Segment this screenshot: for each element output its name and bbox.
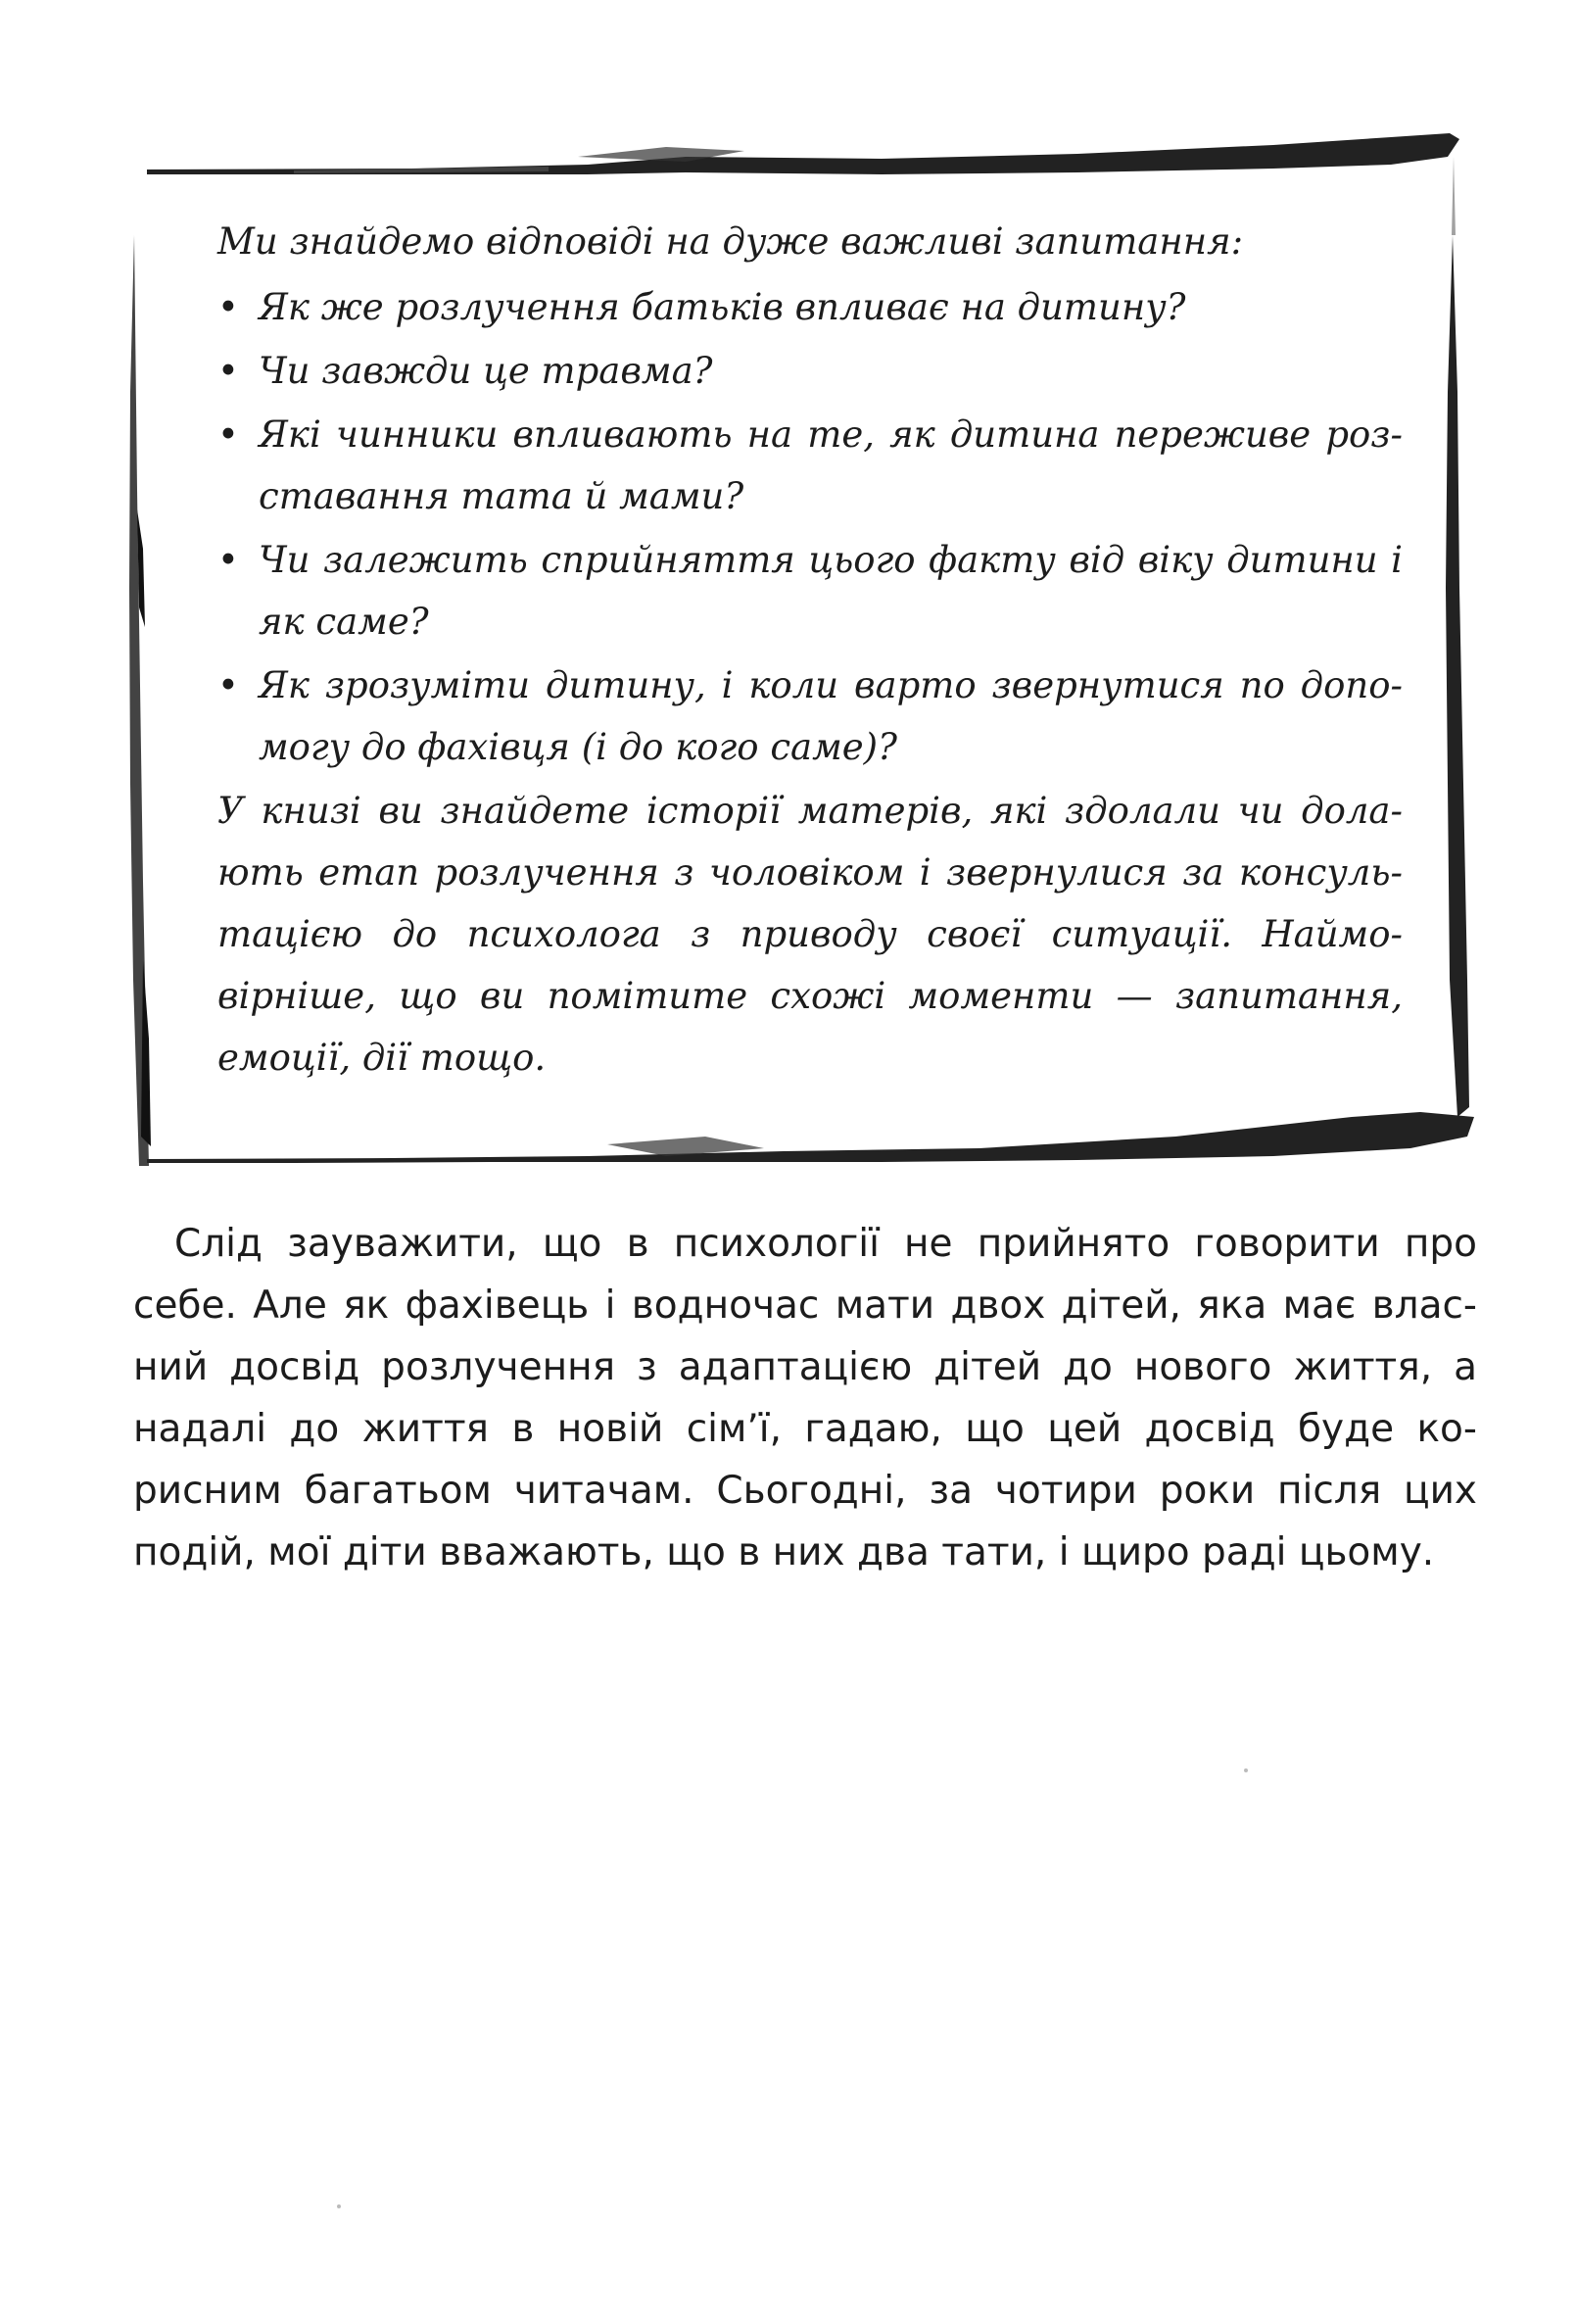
bullet-icon: • [217,413,239,456]
bullet-icon: • [217,350,239,392]
questions-box [217,211,1403,1089]
bullet-icon: • [217,664,239,706]
body-paragraph: Слід зауважити, що в психології не прийнято говорити про себе. Але як фахівець і водночас мати двох дітей, яка має власний досвід розлучення з адаптацією дітей до нового життя, а надалі до життя в новій сім’ї, гадаю, що цей досвід буде корисним багатьом читачам. Сьогодні, за чотири роки після цих подій, мої діти вважають, що в них два тати, і щиро раді цьому. [133,1222,1477,1574]
frame-top-stroke [147,133,1459,174]
question-item: • Які чинники впливають на те, як дитина переживе розставання тата й мами? [217,404,1403,527]
question-item: • Чи завжди це травма? [217,340,1403,402]
speck-mark [1244,1768,1248,1772]
speck-mark [337,2204,341,2208]
box-intro: Ми знайдемо відповіді на дуже важливі запитання: [217,220,1244,263]
question-item: • Як зрозуміти дитину, і коли варто звернутися по допомогу до фахівця (і до кого саме)? [217,654,1403,778]
bullet-icon: • [217,286,239,328]
question-item: • Як же розлучення батьків впливає на дитину? [217,276,1403,338]
questions-list [217,276,1403,778]
question-item: • Чи залежить сприйняття цього факту від віку дитини і як саме? [217,529,1403,653]
frame-bottom-stroke [147,1112,1474,1163]
bullet-icon: • [217,539,239,581]
frame-right-stroke [1446,235,1469,1117]
box-closing-paragraph: У книзі ви знайдете історії матерів, які здолали чи долають етап розлучення з чоловіком і звернулися за консультацією до психолога з приводу своєї ситуації. Наймовірніше, що ви помітите схожі моменти — запитання, емоції, дії тощо. [217,790,1403,1079]
